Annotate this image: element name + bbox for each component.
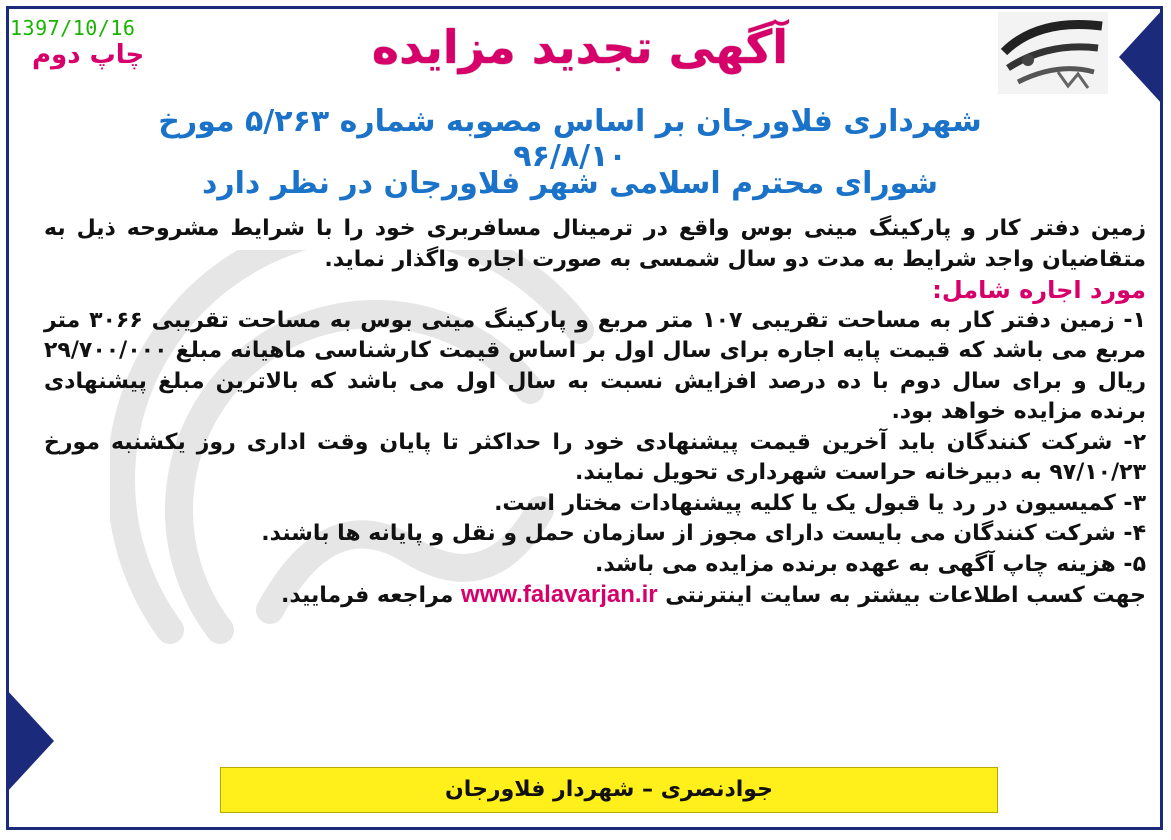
corner-triangle-right (1119, 9, 1163, 105)
section-heading: مورد اجاره شامل: (932, 276, 1146, 304)
body-text (44, 214, 1146, 612)
item-2: ۲- شرکت کنندگان باید آخرین قیمت پیشنهادی خود را حداکثر تا پایان وقت اداری روز یکشنبه مورخ ۹۷/۱۰/۲۳ به دبیرخانه حراست شهرداری تحویل نمایند. (44, 429, 1146, 485)
intro-paragraph: زمین دفتر کار و پارکینگ مینی بوس واقع در ترمینال مسافربری خود را با شرایط مشروحه ذیل به متقاضیان واجد شرایط به مدت دو سال شمسی به صورت اجاره واگذار نماید. (44, 216, 1146, 272)
item-5: ۵- هزینه چاپ آگهی به عهده برنده مزایده می باشد. (594, 551, 1146, 577)
municipality-logo-icon (998, 12, 1108, 94)
closing-line (44, 580, 1146, 612)
closing-suffix: مراجعه فرمایید. (280, 583, 454, 608)
date-stamp: 1397/10/16 (10, 16, 136, 40)
page-title: آگهی تجدید مزایده (371, 20, 789, 74)
corner-triangle-left (6, 689, 54, 793)
subtitle-line-2: شورای محترم اسلامی شهر فلاورجان در نظر دارد (201, 166, 938, 201)
reprint-label: چاپ دوم (32, 40, 145, 70)
item-3: ۳- کمیسیون در رد یا قبول یک یا کلیه پیشنهادات مختار است. (494, 490, 1146, 516)
website-link[interactable]: www.falavarjan.ir (461, 581, 658, 608)
closing-prefix: جهت کسب اطلاعات بیشتر به سایت اینترنتی (665, 583, 1146, 608)
subtitle-line-1: شهرداری فلاورجان بر اساس مصوبه شماره ۵/۲۶۳ مورخ ۹۶/۸/۱۰ (158, 104, 982, 174)
item-1: ۱- زمین دفتر کار به مساحت تقریبی ۱۰۷ متر مربع و پارکینگ مینی بوس به مساحت تقریبی ۳۰۶۶ متر مربع می باشد که قیمت پایه اجاره برای سال اول بر اساس قیمت کارشناسی ماهیانه مبلغ ۲۹/۷۰۰/۰۰۰ ریال و برای سال دوم با ده درصد افزایش نسبت به سال اول می باشد که بالاترین مبلغ پیشنهادی برنده مزایده خواهد بود. (44, 307, 1146, 424)
item-4: ۴- شرکت کنندگان می بایست دارای مجوز از سازمان حمل و نقل و پایانه ها باشند. (261, 521, 1146, 546)
signature-box: جوادنصری – شهردار فلاورجان (220, 767, 998, 813)
